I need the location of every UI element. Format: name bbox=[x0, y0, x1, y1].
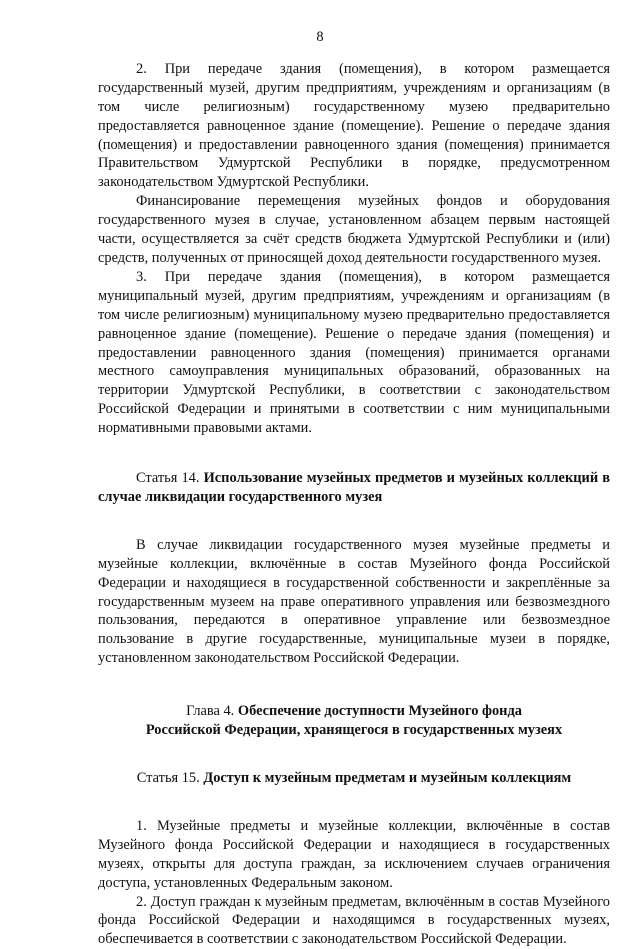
article-15-part-2: 2. Доступ граждан к музейным предметам, включённым в состав Музейного фонда Российской Федерации и находящимся в государственных музеях, обеспечивается в соответствии с законодательством Российской Федерации. bbox=[98, 893, 610, 948]
article-15-number: Статья 15. bbox=[136, 770, 200, 786]
paragraph-part-3: 3. При передаче здания (помещения), в котором размещается муниципальный музей, другим предприятиям, учреждениям и организациям (в том числе религиозным) муниципальному музею предварительно предоставляется равноценное здание (помещение). Решение о передаче здания (помещения) и предоставлении равноценного здания (помещения) принимается органами местного самоуправления муниципальных образований, образованных на территории Удмуртской Республики, в соответствии с законодательством Российской Федерации и принятыми в соответствии с ним муниципальными нормативными правовыми актами. bbox=[98, 268, 610, 437]
chapter-4-title-line1: Обеспечение доступности Музейного фонда bbox=[237, 703, 522, 720]
paragraph-part-2: 2. При передаче здания (помещения), в котором размещается государственный музей, другим предприятиям, учреждениям и организациям (в том числе религиозным) государственному музею предварительно предоставляется равноценное здание (помещение). Решение о передаче здания (помещения) и предоставлении равноценного здания (помещения) принимается Правительством Удмуртской Республики в порядке, предусмотренном законодательством Удмуртской Республики. bbox=[98, 60, 610, 191]
article-15-title: Доступ к музейным предметам и музейным коллекциям bbox=[203, 770, 572, 786]
page-number bbox=[98, 28, 610, 47]
page-number-text: 8 bbox=[316, 29, 324, 45]
paragraph-financing: Финансирование перемещения музейных фондов и оборудования государственного музея в случае, установленном абзацем первым настоящей части, осуществляется за счёт средств бюджета Удмуртской Республики и (или) средств, полученных от приносящей доход деятельности государственного музея. bbox=[98, 193, 610, 266]
chapter-4-number: Глава 4. bbox=[186, 703, 235, 720]
article-15-part-1: 1. Музейные предметы и музейные коллекции, включённые в состав Музейного фонда Российской Федерации и находящиеся в государственных музеях, открыты для доступа граждан, за исключением случаев ограничения доступа, установленных Федеральным законом. bbox=[98, 817, 610, 891]
chapter-4-title-line2: Российской Федерации, хранящегося в государственных музеях bbox=[145, 722, 563, 739]
article-14-text: В случае ликвидации государственного музея музейные предметы и музейные коллекции, включённые в состав Музейного фонда Российской Федерации и находящиеся в государственной собственности и закреплённые за государственным музеем на праве оперативного управления или безвозмездного пользования, передаются в оперативное управление или безвозмездное пользование в другие государственные, муниципальные музеи в порядке, установленном законодательством Российской Федерации. bbox=[98, 536, 610, 667]
chapter-4-heading bbox=[98, 702, 610, 740]
article-14-heading bbox=[98, 469, 610, 507]
article-14-number: Статья 14. bbox=[136, 470, 200, 487]
article-14-title: Использование музейных предметов и музейных коллекций в случае ликвидации государственного музея bbox=[98, 470, 610, 505]
article-15-heading bbox=[98, 769, 610, 788]
